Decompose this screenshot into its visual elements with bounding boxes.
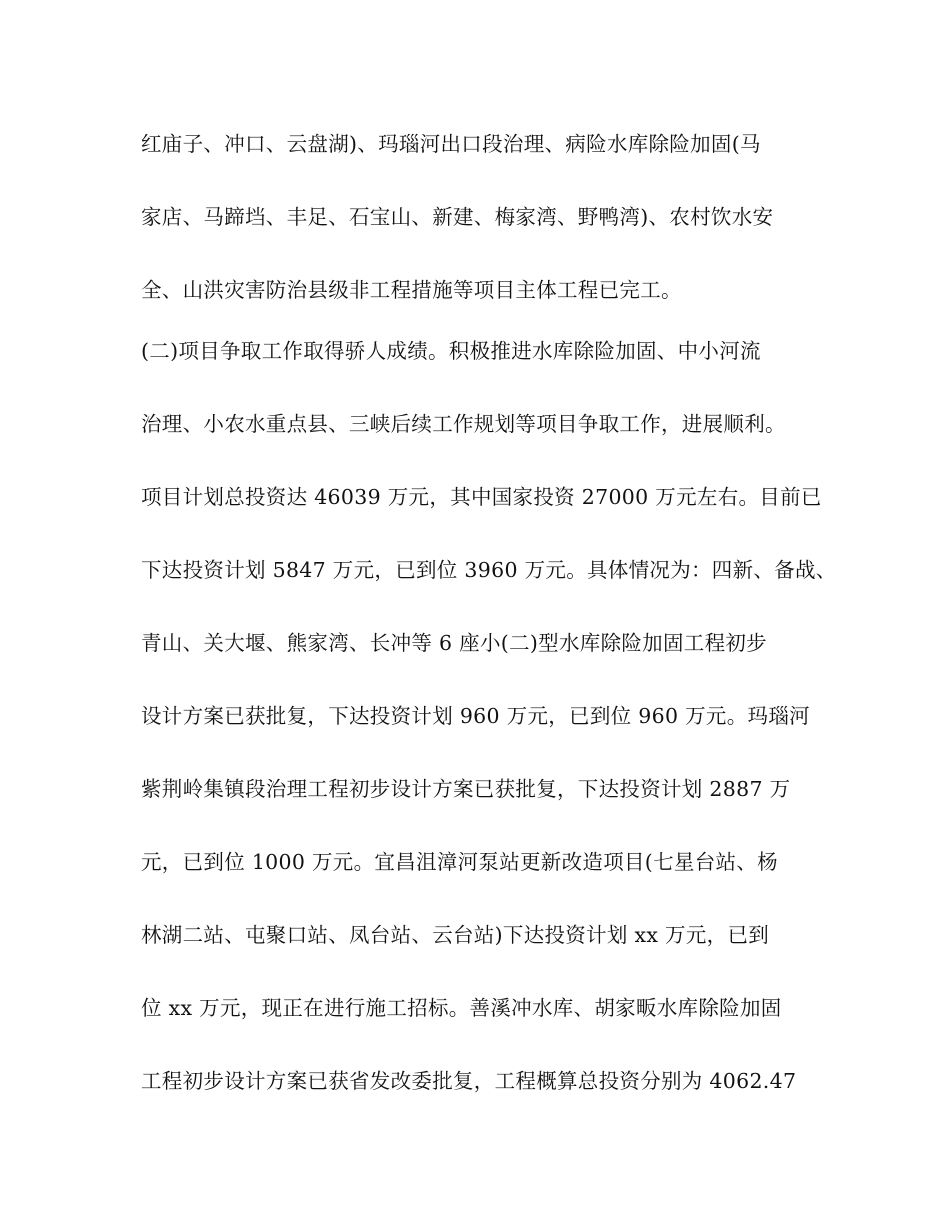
paragraph-line: 元，已到位 1000 万元。宜昌沮漳河泵站更新改造项目(七星台站、杨: [141, 850, 778, 874]
paragraph-line: 下达投资计划 5847 万元，已到位 3960 万元。具体情况为：四新、备战、: [141, 558, 837, 582]
paragraph-line: 紫荆岭集镇段治理工程初步设计方案已获批复，下达投资计划 2887 万: [141, 777, 791, 801]
paragraph-line: 青山、关大堰、熊家湾、长冲等 6 座小(二)型水库除险加固工程初步: [141, 631, 767, 655]
paragraph-line: 治理、小农水重点县、三峡后续工作规划等项目争取工作，进展顺利。: [141, 412, 786, 436]
section-heading-line: (二)项目争取工作取得骄人成绩。积极推进水库除险加固、中小河流: [141, 339, 761, 363]
paragraph-line: 工程初步设计方案已获省发改委批复，工程概算总投资分别为 4062.47: [141, 1069, 797, 1093]
paragraph-line: 全、山洪灾害防治县级非工程措施等项目主体工程已完工。: [141, 278, 682, 302]
paragraph-line: 位 xx 万元，现正在进行施工招标。善溪冲水库、胡家畈水库除险加固: [141, 996, 782, 1020]
paragraph-line: 林湖二站、屯聚口站、凤台站、云台站)下达投资计划 xx 万元，已到: [141, 923, 770, 947]
paragraph-line: 项目计划总投资达 46039 万元，其中国家投资 27000 万元左右。目前已: [141, 485, 822, 509]
paragraph-line: 设计方案已获批复，下达投资计划 960 万元，已到位 960 万元。玛瑙河: [141, 704, 810, 728]
paragraph-line: 家店、马蹄垱、丰足、石宝山、新建、梅家湾、野鸭湾)、农村饮水安: [141, 205, 774, 229]
paragraph-line: 红庙子、冲口、云盘湖)、玛瑙河出口段治理、病险水库除险加固(马: [141, 132, 761, 156]
